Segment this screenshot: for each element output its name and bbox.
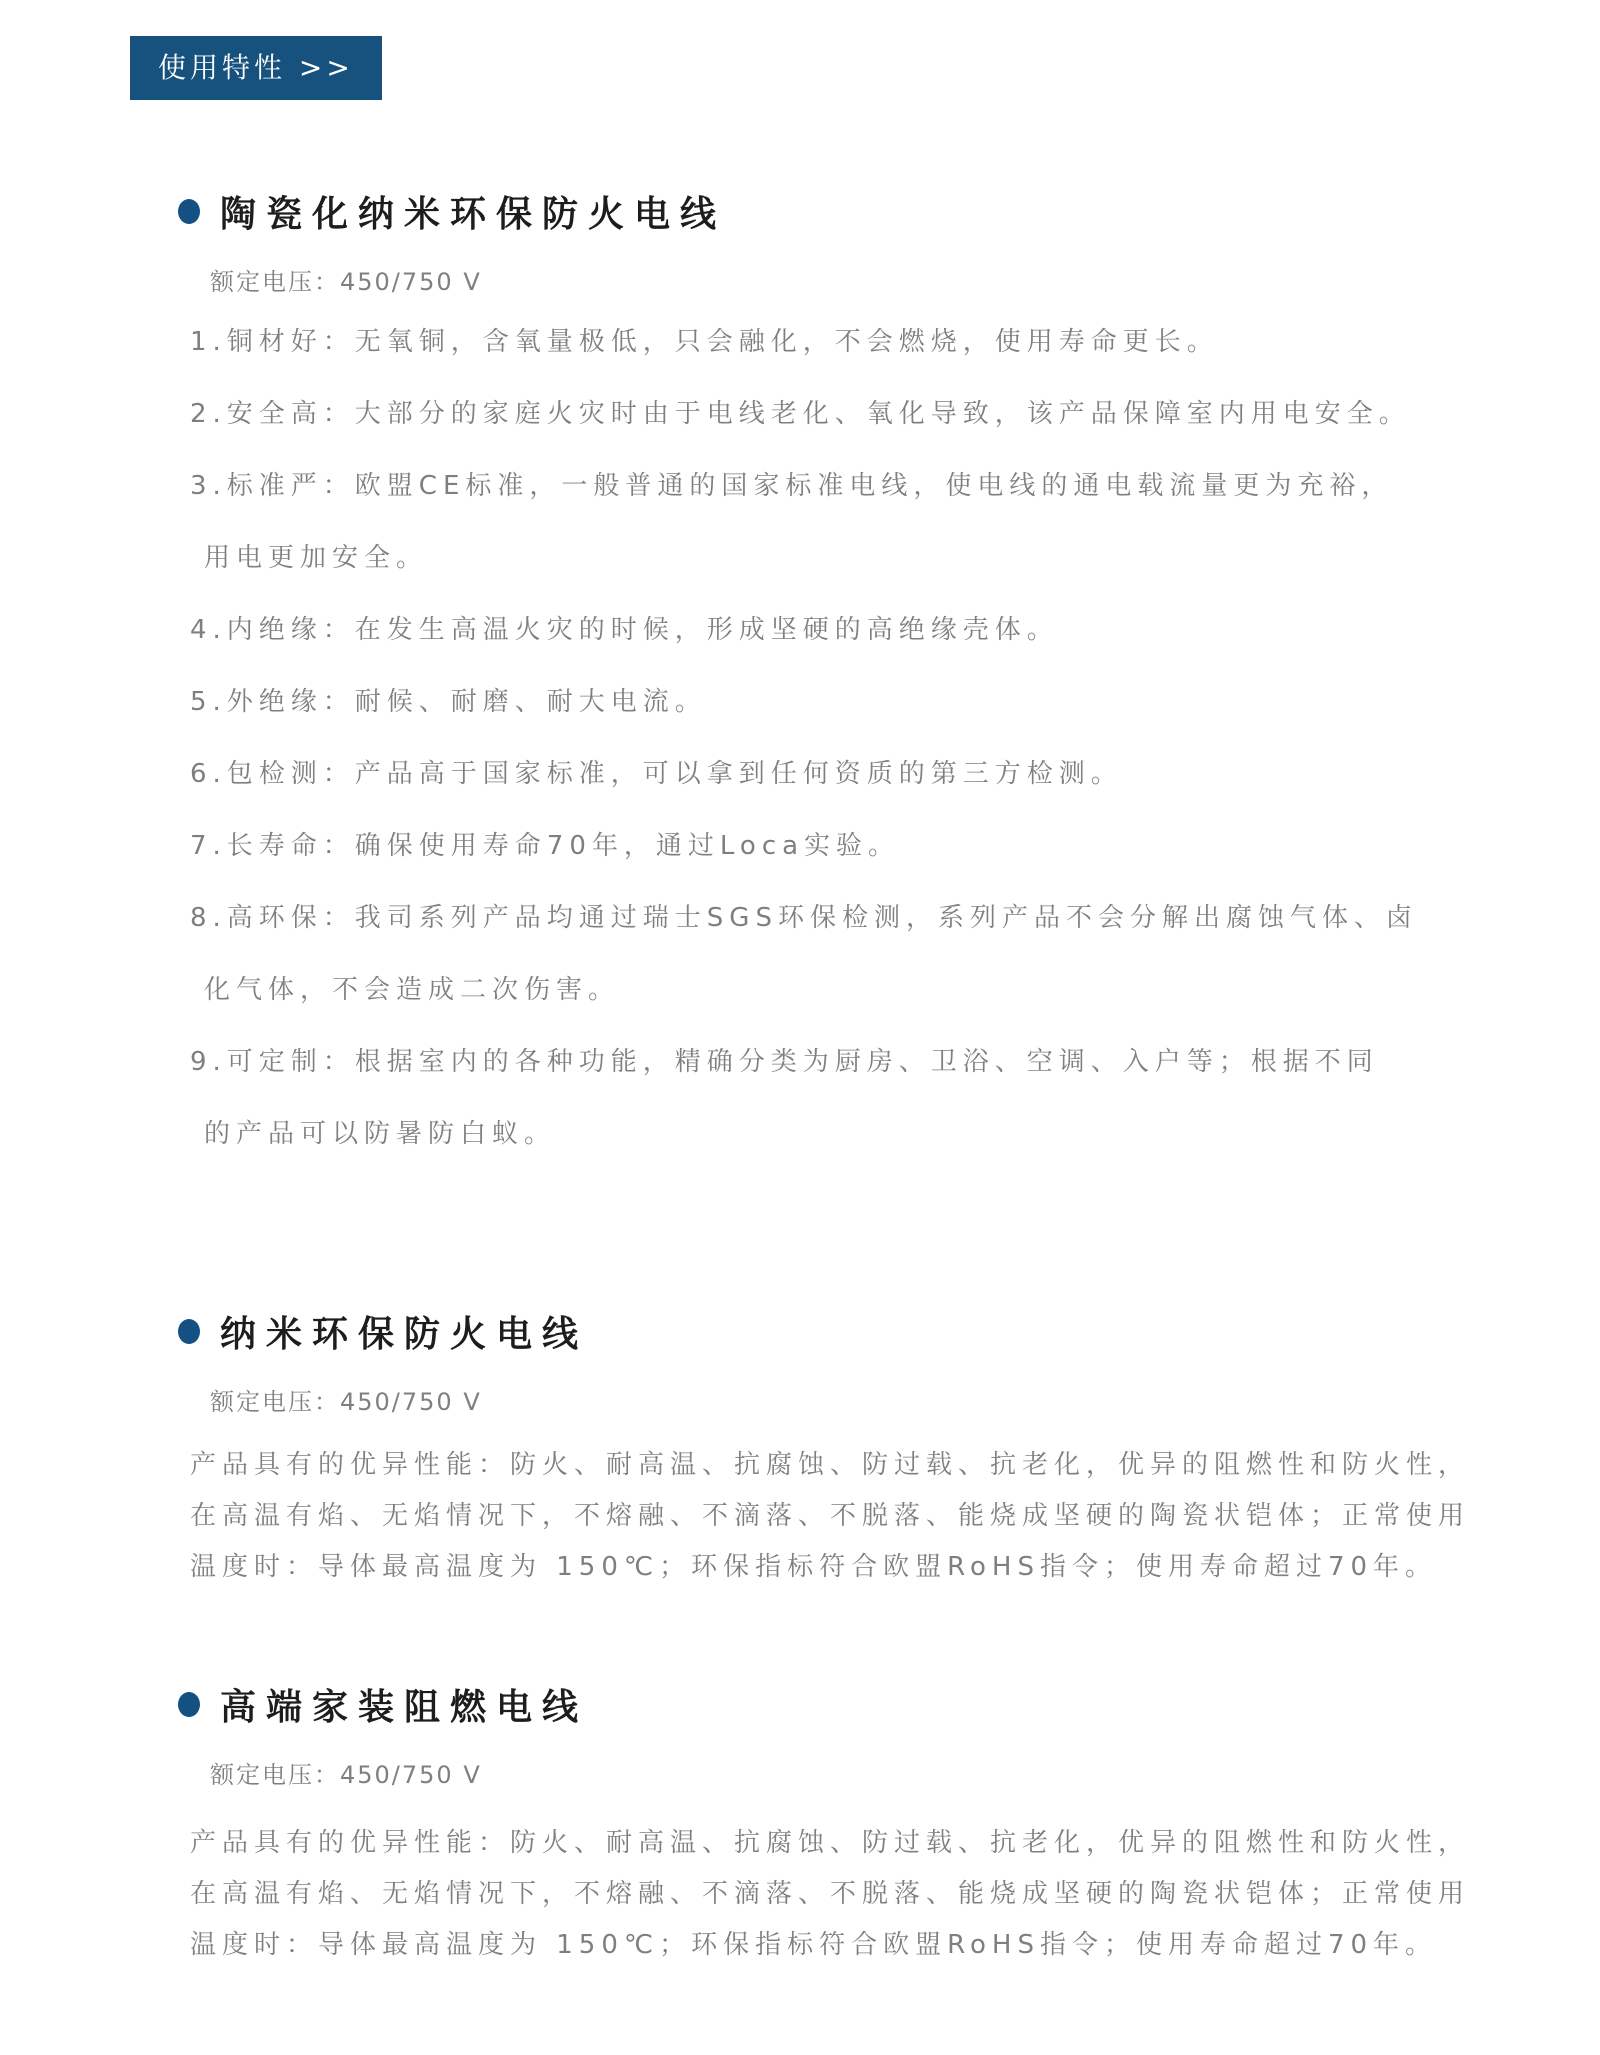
feature-line-continuation: 的产品可以防暑防白蚁。 — [204, 1119, 557, 1149]
feature-line-continuation: 用电更加安全。 — [204, 543, 429, 573]
section-title: 纳米环保防火电线 — [220, 1313, 589, 1355]
section-heading-nano-wire — [178, 1308, 588, 1354]
feature-line: 5.外绝缘：耐候、耐磨、耐大电流。 — [190, 687, 707, 717]
feature-line: 1.铜材好：无氧铜，含氧量极低，只会融化，不会燃烧，使用寿命更长。 — [190, 327, 1219, 357]
feature-list — [190, 306, 1418, 1170]
section-title: 陶瓷化纳米环保防火电线 — [220, 193, 727, 235]
section-title: 高端家装阻燃电线 — [220, 1686, 589, 1728]
description-line: 在高温有焰、无焰情况下，不熔融、不滴落、不脱落、能烧成坚硬的陶瓷状铠体；正常使用 — [190, 1501, 1471, 1531]
description-line: 温度时：导体最高温度为 150℃；环保指标符合欧盟RoHS指令；使用寿命超过70年。 — [190, 1930, 1438, 1960]
description-line: 产品具有的优异性能：防火、耐高温、抗腐蚀、防过载、抗老化，优异的阻燃性和防火性， — [190, 1450, 1471, 1480]
description-line: 温度时：导体最高温度为 150℃；环保指标符合欧盟RoHS指令；使用寿命超过70年。 — [190, 1552, 1438, 1582]
description-line: 在高温有焰、无焰情况下，不熔融、不滴落、不脱落、能烧成坚硬的陶瓷状铠体；正常使用 — [190, 1879, 1471, 1909]
rated-voltage: 额定电压：450/750 V — [210, 1388, 482, 1416]
description-line: 产品具有的优异性能：防火、耐高温、抗腐蚀、防过载、抗老化，优异的阻燃性和防火性， — [190, 1828, 1471, 1858]
feature-line: 2.安全高：大部分的家庭火灾时由于电线老化、氧化导致，该产品保障室内用电安全。 — [190, 399, 1411, 429]
feature-line: 4.内绝缘：在发生高温火灾的时候，形成坚硬的高绝缘壳体。 — [190, 615, 1059, 645]
feature-line: 7.长寿命：确保使用寿命70年，通过Loca实验。 — [190, 831, 901, 861]
section-heading-ceramic-nano-wire — [178, 188, 726, 234]
feature-line: 3.标准严：欧盟CE标准，一般普通的国家标准电线，使电线的通电载流量更为充裕， — [190, 471, 1394, 501]
usage-features-badge: 使用特性 >> — [130, 36, 382, 100]
section-heading-premium-home-wire — [178, 1681, 588, 1727]
feature-line: 8.高环保：我司系列产品均通过瑞士SGS环保检测，系列产品不会分解出腐蚀气体、卤 — [190, 903, 1418, 933]
product-description — [190, 1440, 1470, 1593]
bullet-icon — [178, 199, 200, 224]
bullet-icon — [178, 1319, 200, 1344]
feature-line: 9.可定制：根据室内的各种功能，精确分类为厨房、卫浴、空调、入户等；根据不同 — [190, 1047, 1379, 1077]
bullet-icon — [178, 1692, 200, 1717]
product-description — [190, 1818, 1470, 1971]
rated-voltage: 额定电压：450/750 V — [210, 268, 482, 296]
feature-line: 6.包检测：产品高于国家标准，可以拿到任何资质的第三方检测。 — [190, 759, 1123, 789]
rated-voltage: 额定电压：450/750 V — [210, 1761, 482, 1789]
feature-line-continuation: 化气体，不会造成二次伤害。 — [204, 975, 621, 1005]
